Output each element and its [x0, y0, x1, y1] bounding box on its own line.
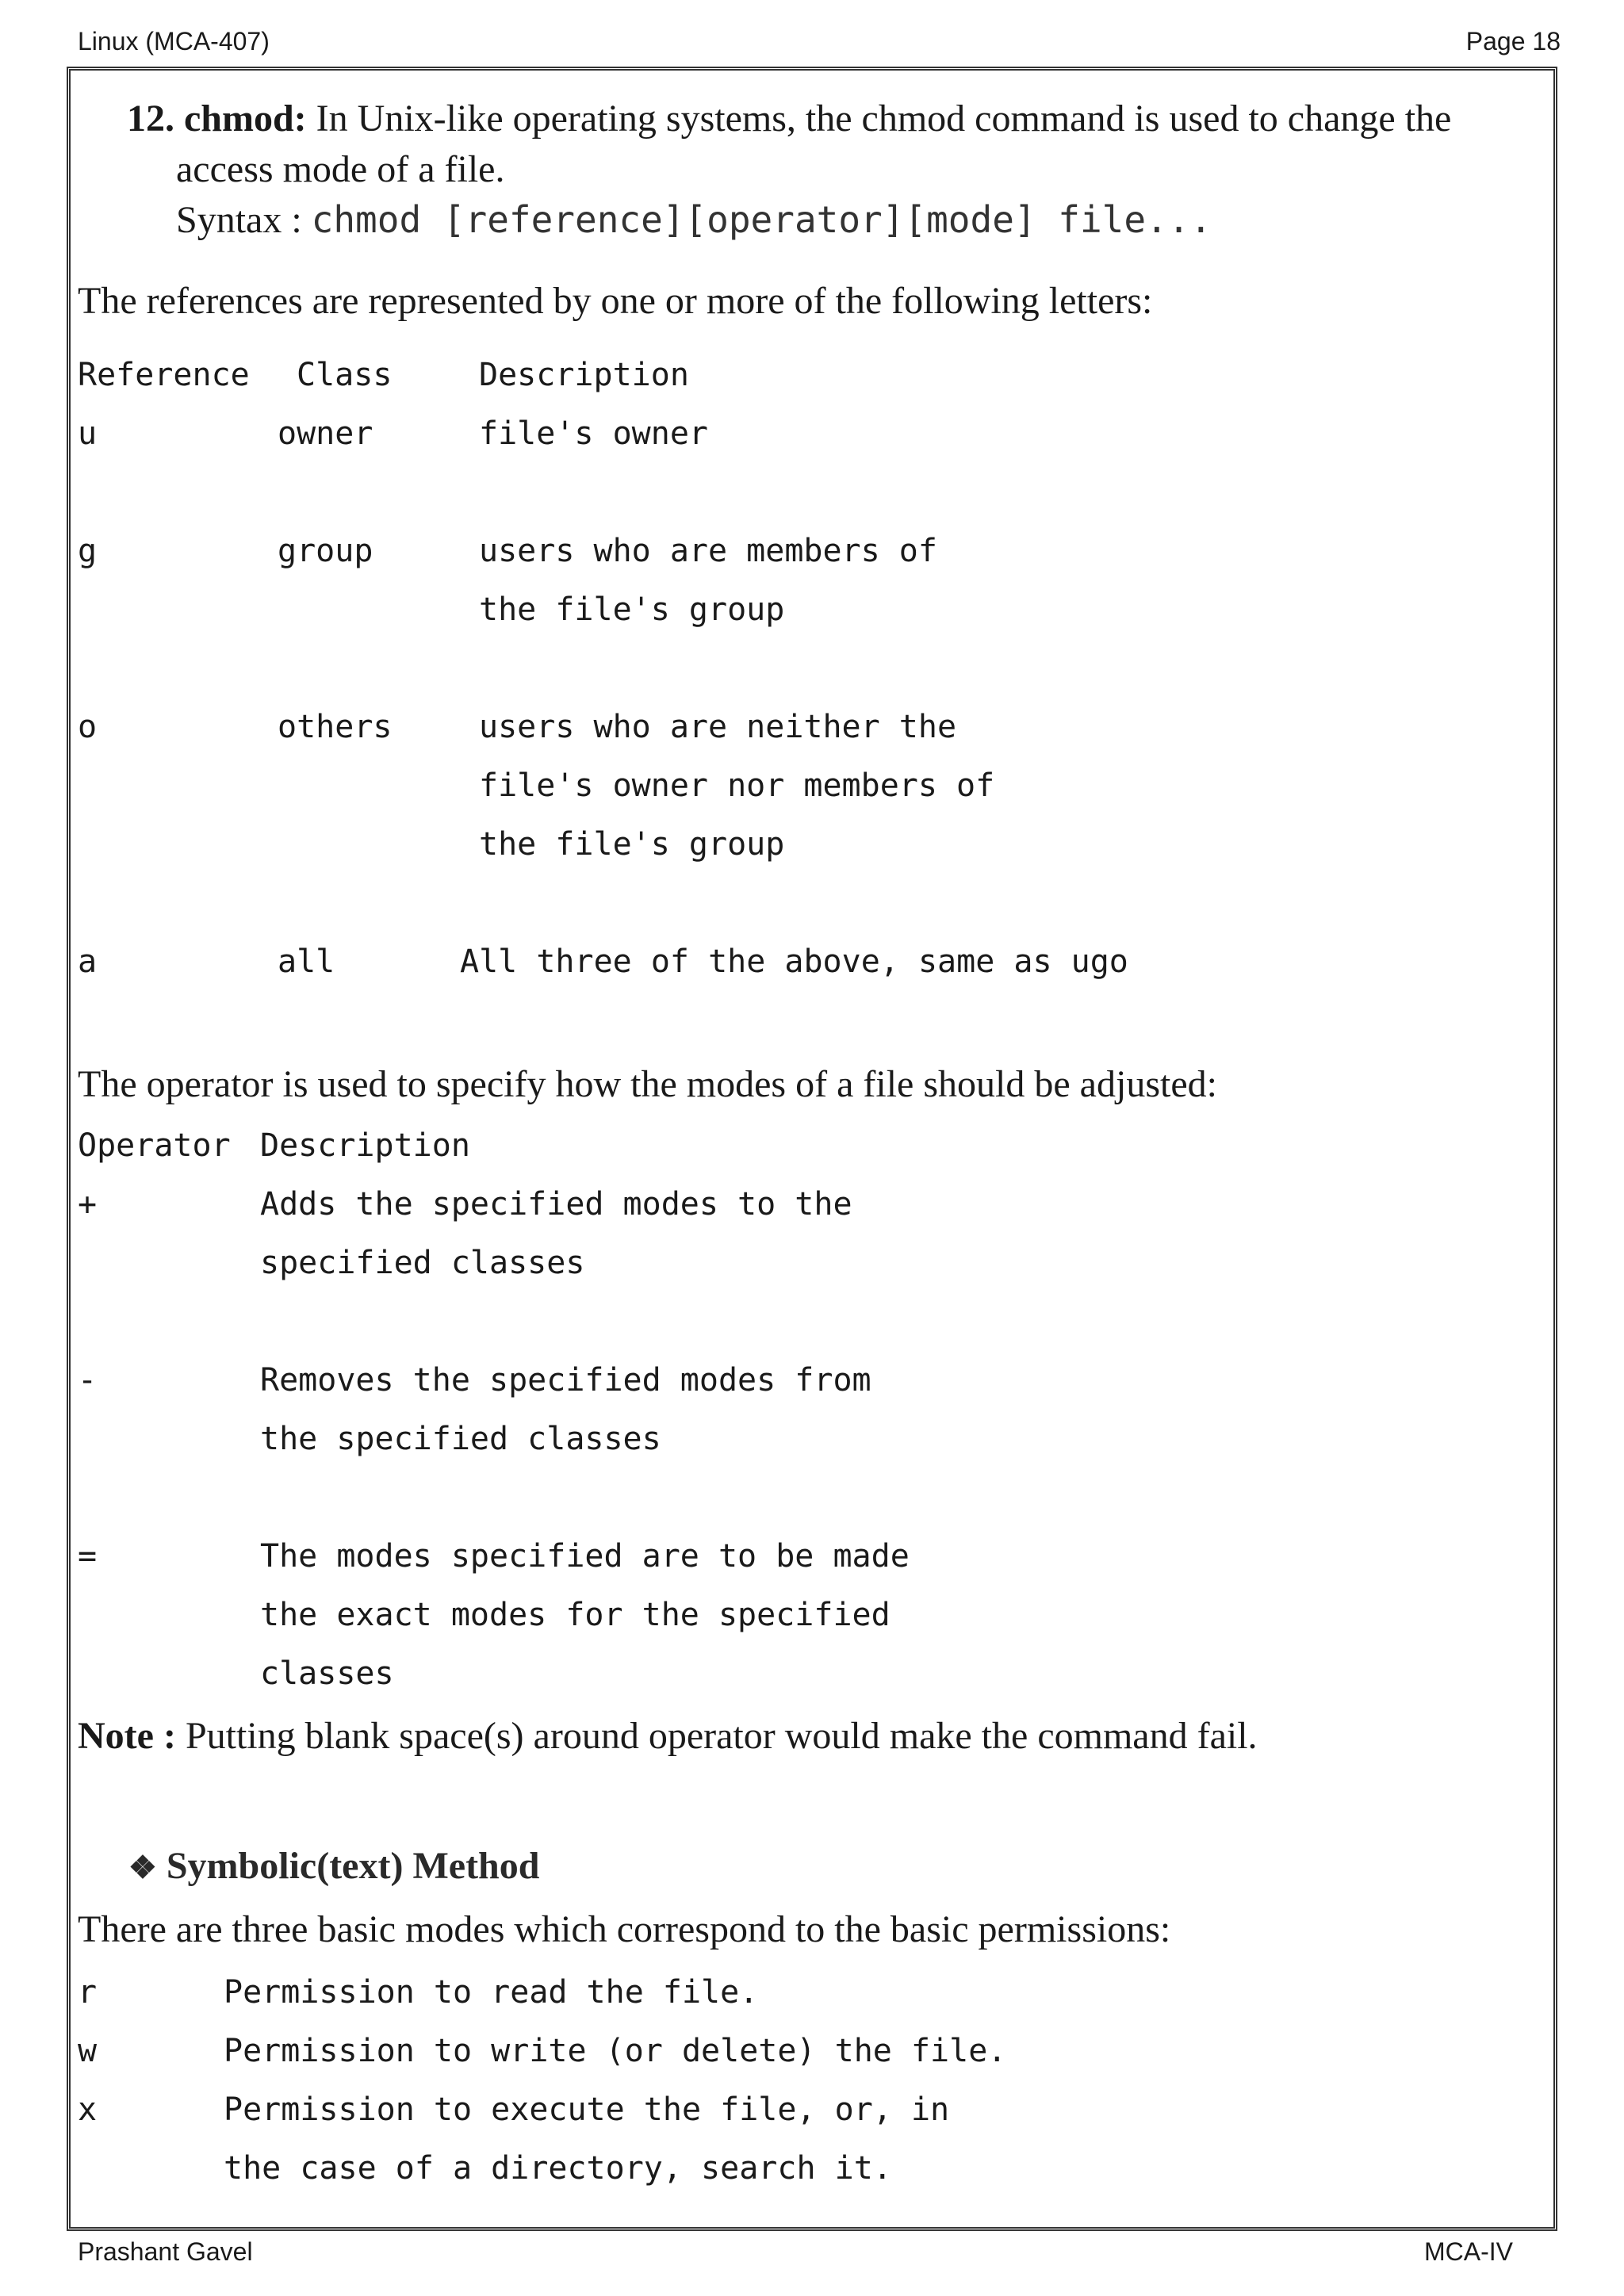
- ref-header-description: Description: [479, 357, 689, 393]
- ref-row-u-desc: file's owner: [479, 415, 708, 452]
- ref-row-a-desc: All three of the above, same as ugo: [460, 943, 1128, 980]
- note-line: [78, 1714, 1258, 1758]
- note-label: Note :: [78, 1715, 176, 1757]
- mode-x: x: [78, 2091, 98, 2128]
- mode-x-desc-2: the case of a directory, search it.: [224, 2150, 892, 2187]
- header-page-number: Page 18: [1465, 27, 1561, 55]
- ref-row-g-desc-2: the file's group: [479, 591, 785, 628]
- item-text-1: In Unix-like operating systems, the chmod command is used to change the: [306, 98, 1452, 140]
- syntax-label: Syntax :: [176, 199, 312, 241]
- symbolic-heading: [128, 1844, 539, 1888]
- item-text-2: access mode of a file.: [176, 148, 505, 190]
- item-title: chmod:: [184, 98, 307, 140]
- footer-class: MCA-IV: [1424, 2237, 1513, 2266]
- ref-row-g-ref: g: [78, 533, 98, 569]
- syntax-code: chmod [reference][operator][mode] file...: [311, 198, 1212, 241]
- ref-row-o-class: others: [278, 709, 393, 745]
- ref-row-a-class: all: [278, 943, 335, 980]
- operators-intro: The operator is used to specify how the modes of a file should be adjusted:: [78, 1063, 1217, 1105]
- diamond-bullet-icon: ❖: [128, 1850, 157, 1885]
- op-row-minus-op: -: [78, 1362, 98, 1399]
- ref-row-o-desc-3: the file's group: [479, 826, 785, 863]
- ref-row-u-ref: u: [78, 415, 98, 452]
- ref-row-o-ref: o: [78, 709, 98, 745]
- op-row-equals-desc-2: the exact modes for the specified: [260, 1597, 891, 1633]
- mode-x-desc: Permission to execute the file, or, in: [224, 2091, 950, 2128]
- mode-r-desc: Permission to read the file.: [224, 1974, 759, 2011]
- op-header-description: Description: [260, 1127, 470, 1164]
- footer-author: Prashant Gavel: [78, 2237, 253, 2266]
- ref-row-u-class: owner: [278, 415, 373, 452]
- ref-row-o-desc-2: file's owner nor members of: [479, 767, 995, 804]
- syntax-line: [176, 198, 1212, 242]
- symbolic-title: Symbolic(text) Method: [166, 1845, 540, 1887]
- note-text: Putting blank space(s) around operator would make the command fail.: [175, 1715, 1258, 1757]
- mode-r: r: [78, 1974, 98, 2011]
- op-row-equals-op: =: [78, 1538, 98, 1575]
- symbolic-intro: There are three basic modes which correspond to the basic permissions:: [78, 1908, 1171, 1950]
- mode-w: w: [78, 2033, 98, 2069]
- op-header-operator: Operator: [78, 1127, 231, 1164]
- item-number: 12.: [127, 98, 174, 140]
- op-row-plus-op: +: [78, 1186, 98, 1223]
- op-row-minus-desc-2: the specified classes: [260, 1421, 661, 1457]
- op-row-minus-desc: Removes the specified modes from: [260, 1362, 871, 1399]
- op-row-plus-desc-2: specified classes: [260, 1245, 585, 1281]
- references-intro: The references are represented by one or more of the following letters:: [78, 280, 1153, 322]
- mode-w-desc: Permission to write (or delete) the file.: [224, 2033, 1007, 2069]
- ref-row-a-ref: a: [78, 943, 98, 980]
- ref-row-o-desc: users who are neither the: [479, 709, 957, 745]
- item-heading-line: [127, 97, 1451, 140]
- ref-header-reference: Reference: [78, 357, 250, 393]
- op-row-equals-desc-3: classes: [260, 1655, 394, 1692]
- ref-row-g-desc: users who are members of: [479, 533, 937, 569]
- op-row-equals-desc: The modes specified are to be made: [260, 1538, 910, 1575]
- ref-header-class: Class: [297, 357, 393, 393]
- ref-row-g-class: group: [278, 533, 373, 569]
- op-row-plus-desc: Adds the specified modes to the: [260, 1186, 852, 1223]
- header-course: Linux (MCA-407): [78, 27, 270, 55]
